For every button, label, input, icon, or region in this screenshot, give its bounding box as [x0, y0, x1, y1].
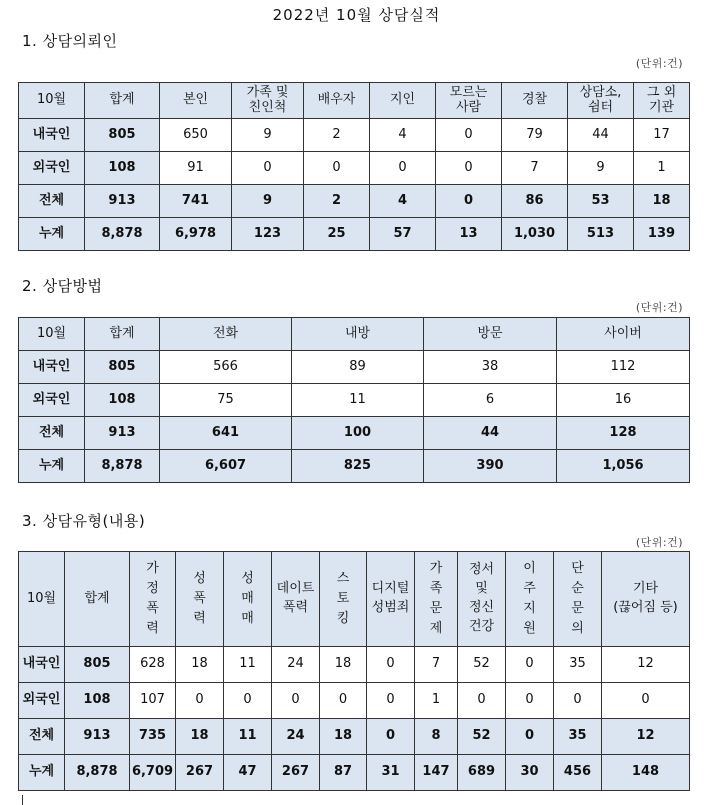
- table-cell: 17: [634, 119, 690, 152]
- table-cell: 75: [160, 384, 292, 417]
- header-label: 10월: [26, 590, 57, 606]
- table-cell: 2: [304, 185, 370, 218]
- table-cell: 0: [272, 683, 320, 719]
- header-cell: [232, 83, 304, 119]
- table-cell: 0: [436, 185, 502, 218]
- header-label: 상담소, 쉼터: [579, 84, 622, 115]
- table-row: [19, 683, 690, 719]
- table-cell: 139: [634, 218, 690, 251]
- table-cell: 641: [160, 417, 292, 450]
- table-cell: 456: [554, 755, 602, 791]
- table-row: [19, 417, 690, 450]
- table-cell: 112: [557, 351, 690, 384]
- header-cell: 10월: [19, 83, 85, 119]
- table-row: [19, 719, 690, 755]
- section-2-unit: (단위:건): [635, 301, 683, 314]
- table-cell: 100: [292, 417, 424, 450]
- table-cell: 1,056: [557, 450, 690, 483]
- table-row: [19, 119, 690, 152]
- table-cell: 107: [130, 683, 176, 719]
- header-cell: [415, 552, 458, 647]
- table-cell: 0: [458, 683, 506, 719]
- table-cell: 0: [506, 647, 554, 683]
- header-cell: 합계: [85, 318, 160, 351]
- table-cell: 18: [176, 647, 224, 683]
- table-cell: 650: [160, 119, 232, 152]
- header-cell: [436, 83, 502, 119]
- table-cell: 0: [602, 683, 690, 719]
- table-cell: 89: [292, 351, 424, 384]
- table-cell: 6,709: [130, 755, 176, 791]
- header-label: 정서 및 정신 건강: [468, 562, 495, 634]
- header-label: 기타 (끊어짐 등): [613, 581, 678, 615]
- table-cell: 628: [130, 647, 176, 683]
- table-row: [19, 647, 690, 683]
- section-1-unit: (단위:건): [635, 57, 683, 70]
- table-cell: 0: [367, 683, 415, 719]
- table-cell: 0: [304, 152, 370, 185]
- header-cell: [367, 552, 415, 647]
- table-cell: 79: [502, 119, 568, 152]
- table-cell: 267: [272, 755, 320, 791]
- header-cell: [568, 83, 634, 119]
- table-cell: 7: [415, 647, 458, 683]
- table-cell: 9: [568, 152, 634, 185]
- table-cell: 0: [370, 152, 436, 185]
- table-cell: 1,030: [502, 218, 568, 251]
- table-cell: 147: [415, 755, 458, 791]
- table-cell: 0: [436, 152, 502, 185]
- row-label-cell: 전체: [19, 719, 65, 755]
- table-cell: 24: [272, 719, 320, 755]
- table-row: [19, 755, 690, 791]
- table-cell: 8,878: [85, 450, 160, 483]
- header-label: 성매매: [241, 570, 254, 627]
- table-cell: 108: [85, 152, 160, 185]
- table-cell: 913: [85, 417, 160, 450]
- table-cell: 8,878: [85, 218, 160, 251]
- table-cell: 0: [506, 683, 554, 719]
- table-cell: 805: [85, 351, 160, 384]
- header-label: 이주지원: [523, 560, 536, 637]
- table-cell: 91: [160, 152, 232, 185]
- table-cell: 31: [367, 755, 415, 791]
- table-cell: 44: [424, 417, 557, 450]
- table-cell: 0: [232, 152, 304, 185]
- table-cell: 0: [367, 719, 415, 755]
- type-table: [18, 551, 690, 791]
- section-3-heading: 3. 상담유형(내용): [22, 512, 146, 530]
- header-cell: 본인: [160, 83, 232, 119]
- header-cell: 전화: [160, 318, 292, 351]
- table-cell: 8: [415, 719, 458, 755]
- table-row: [19, 218, 690, 251]
- table-cell: 805: [65, 647, 130, 683]
- table-cell: 35: [554, 719, 602, 755]
- table-cell: 18: [634, 185, 690, 218]
- table-cell: 87: [320, 755, 367, 791]
- header-label: 데이트 폭력: [276, 581, 315, 615]
- table-cell: 0: [367, 647, 415, 683]
- section-2-heading: 2. 상담방법: [22, 277, 103, 295]
- header-label: 가족문제: [429, 560, 443, 637]
- text-cursor: [22, 795, 23, 805]
- table-header-row: [19, 83, 690, 119]
- table-row: [19, 450, 690, 483]
- row-label-cell: 전체: [19, 417, 85, 450]
- row-label-cell: 외국인: [19, 384, 85, 417]
- header-label: 디지털 성범죄: [371, 581, 410, 615]
- table-cell: 24: [272, 647, 320, 683]
- table-cell: 108: [65, 683, 130, 719]
- table-cell: 47: [224, 755, 272, 791]
- table-cell: 913: [85, 185, 160, 218]
- page-title: 2022년 10월 상담실적: [272, 6, 441, 24]
- table-cell: 1: [415, 683, 458, 719]
- header-cell: [634, 83, 690, 119]
- header-label: 합계: [84, 590, 110, 606]
- table-cell: 7: [502, 152, 568, 185]
- header-label: 스토킹: [336, 570, 350, 627]
- header-cell: [65, 552, 130, 647]
- header-cell: [272, 552, 320, 647]
- row-label-cell: 누계: [19, 450, 85, 483]
- row-label-cell: 누계: [19, 218, 85, 251]
- table-cell: 38: [424, 351, 557, 384]
- table-cell: 0: [176, 683, 224, 719]
- table-cell: 128: [557, 417, 690, 450]
- header-cell: [458, 552, 506, 647]
- header-cell: 경찰: [502, 83, 568, 119]
- table-cell: 12: [602, 647, 690, 683]
- table-row: [19, 152, 690, 185]
- section-1-heading: 1. 상담의뢰인: [22, 32, 118, 50]
- table-cell: 52: [458, 647, 506, 683]
- row-label-cell: 외국인: [19, 152, 85, 185]
- header-cell: [320, 552, 367, 647]
- table-cell: 35: [554, 647, 602, 683]
- table-row: [19, 351, 690, 384]
- header-cell: 내방: [292, 318, 424, 351]
- header-cell: [130, 552, 176, 647]
- header-cell: [602, 552, 690, 647]
- table-cell: 11: [224, 647, 272, 683]
- table-cell: 513: [568, 218, 634, 251]
- table-cell: 4: [370, 119, 436, 152]
- table-cell: 12: [602, 719, 690, 755]
- row-label-cell: 전체: [19, 185, 85, 218]
- table-cell: 0: [436, 119, 502, 152]
- table-cell: 0: [320, 683, 367, 719]
- table-cell: 148: [602, 755, 690, 791]
- table-header-row: [19, 552, 690, 647]
- table-cell: 0: [224, 683, 272, 719]
- table-cell: 9: [232, 119, 304, 152]
- row-label-cell: 내국인: [19, 351, 85, 384]
- table-row: [19, 384, 690, 417]
- table-cell: 108: [85, 384, 160, 417]
- table-cell: 267: [176, 755, 224, 791]
- table-cell: 11: [224, 719, 272, 755]
- referrer-table: [18, 82, 690, 251]
- table-cell: 53: [568, 185, 634, 218]
- header-cell: [19, 552, 65, 647]
- table-cell: 566: [160, 351, 292, 384]
- header-cell: [176, 552, 224, 647]
- header-label: 가족 및 친인척: [246, 84, 289, 115]
- section-3-unit: (단위:건): [635, 536, 683, 549]
- table-cell: 44: [568, 119, 634, 152]
- table-cell: 11: [292, 384, 424, 417]
- header-label: 모르는 사람: [449, 84, 488, 115]
- table-cell: 805: [85, 119, 160, 152]
- table-cell: 16: [557, 384, 690, 417]
- header-label: 그 외 기관: [646, 84, 677, 115]
- table-cell: 25: [304, 218, 370, 251]
- header-cell: 배우자: [304, 83, 370, 119]
- row-label-cell: 누계: [19, 755, 65, 791]
- table-cell: 30: [506, 755, 554, 791]
- table-cell: 18: [176, 719, 224, 755]
- table-cell: 1: [634, 152, 690, 185]
- table-cell: 741: [160, 185, 232, 218]
- table-cell: 9: [232, 185, 304, 218]
- header-cell: 사이버: [557, 318, 690, 351]
- header-label: 가정폭력: [146, 560, 159, 637]
- row-label-cell: 내국인: [19, 119, 85, 152]
- table-cell: 57: [370, 218, 436, 251]
- header-label: 단순문의: [571, 560, 584, 637]
- row-label-cell: 내국인: [19, 647, 65, 683]
- table-cell: 825: [292, 450, 424, 483]
- header-label: 성폭력: [193, 570, 206, 627]
- table-cell: 6,978: [160, 218, 232, 251]
- table-cell: 390: [424, 450, 557, 483]
- method-table: [18, 317, 690, 483]
- table-row: [19, 185, 690, 218]
- header-cell: [554, 552, 602, 647]
- header-cell: 합계: [85, 83, 160, 119]
- table-cell: 735: [130, 719, 176, 755]
- table-cell: 52: [458, 719, 506, 755]
- header-cell: 10월: [19, 318, 85, 351]
- table-cell: 18: [320, 719, 367, 755]
- table-cell: 4: [370, 185, 436, 218]
- row-label-cell: 외국인: [19, 683, 65, 719]
- table-cell: 86: [502, 185, 568, 218]
- table-cell: 913: [65, 719, 130, 755]
- table-cell: 6: [424, 384, 557, 417]
- table-header-row: [19, 318, 690, 351]
- header-cell: 지인: [370, 83, 436, 119]
- header-cell: [506, 552, 554, 647]
- table-cell: 123: [232, 218, 304, 251]
- table-cell: 2: [304, 119, 370, 152]
- table-cell: 689: [458, 755, 506, 791]
- table-cell: 6,607: [160, 450, 292, 483]
- table-cell: 0: [554, 683, 602, 719]
- header-cell: [224, 552, 272, 647]
- table-cell: 18: [320, 647, 367, 683]
- header-cell: 방문: [424, 318, 557, 351]
- table-cell: 13: [436, 218, 502, 251]
- table-cell: 8,878: [65, 755, 130, 791]
- table-cell: 0: [506, 719, 554, 755]
